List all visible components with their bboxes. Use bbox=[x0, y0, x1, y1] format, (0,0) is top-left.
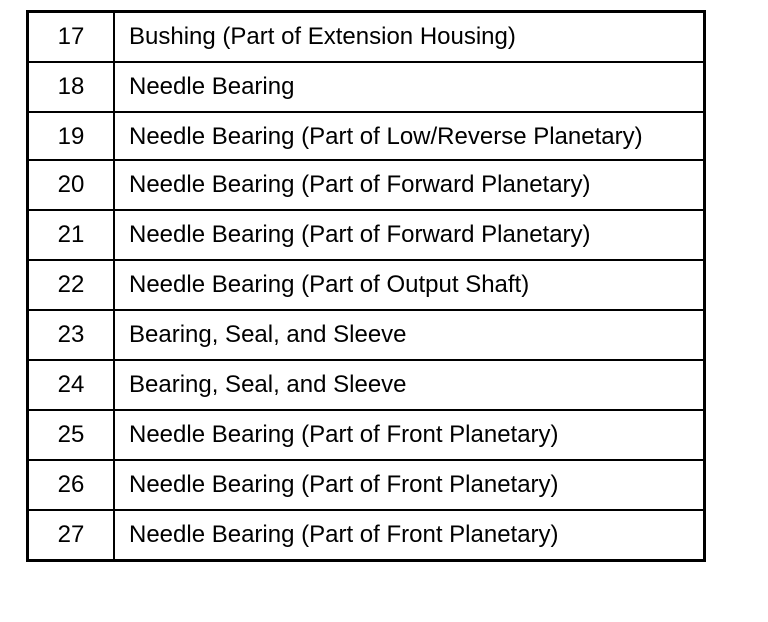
item-number: 19 bbox=[28, 112, 115, 160]
parts-table bbox=[26, 10, 706, 562]
table-row bbox=[28, 12, 705, 63]
table-row bbox=[28, 510, 705, 561]
item-number: 20 bbox=[28, 160, 115, 210]
item-number: 18 bbox=[28, 62, 115, 112]
item-description: Needle Bearing (Part of Output Shaft) bbox=[114, 260, 705, 310]
item-number: 23 bbox=[28, 310, 115, 360]
item-number: 22 bbox=[28, 260, 115, 310]
item-number: 25 bbox=[28, 410, 115, 460]
item-number: 27 bbox=[28, 510, 115, 561]
table-row bbox=[28, 112, 705, 160]
item-description: Bushing (Part of Extension Housing) bbox=[114, 12, 705, 63]
item-description: Needle Bearing bbox=[114, 62, 705, 112]
item-number: 21 bbox=[28, 210, 115, 260]
table-row bbox=[28, 410, 705, 460]
item-number: 24 bbox=[28, 360, 115, 410]
table-row bbox=[28, 160, 705, 210]
parts-table-body bbox=[28, 12, 705, 561]
table-row bbox=[28, 310, 705, 360]
item-description: Needle Bearing (Part of Forward Planetary) bbox=[114, 210, 705, 260]
item-description: Needle Bearing (Part of Forward Planetary) bbox=[114, 160, 705, 210]
item-description: Needle Bearing (Part of Front Planetary) bbox=[114, 410, 705, 460]
table-row bbox=[28, 210, 705, 260]
item-description: Needle Bearing (Part of Front Planetary) bbox=[114, 510, 705, 561]
item-number: 26 bbox=[28, 460, 115, 510]
item-description: Bearing, Seal, and Sleeve bbox=[114, 360, 705, 410]
item-number: 17 bbox=[28, 12, 115, 63]
table-row bbox=[28, 62, 705, 112]
item-description: Bearing, Seal, and Sleeve bbox=[114, 310, 705, 360]
table-row bbox=[28, 360, 705, 410]
table-row bbox=[28, 260, 705, 310]
item-description: Needle Bearing (Part of Front Planetary) bbox=[114, 460, 705, 510]
item-description: Needle Bearing (Part of Low/Reverse Planetary) bbox=[114, 112, 705, 160]
table-row bbox=[28, 460, 705, 510]
